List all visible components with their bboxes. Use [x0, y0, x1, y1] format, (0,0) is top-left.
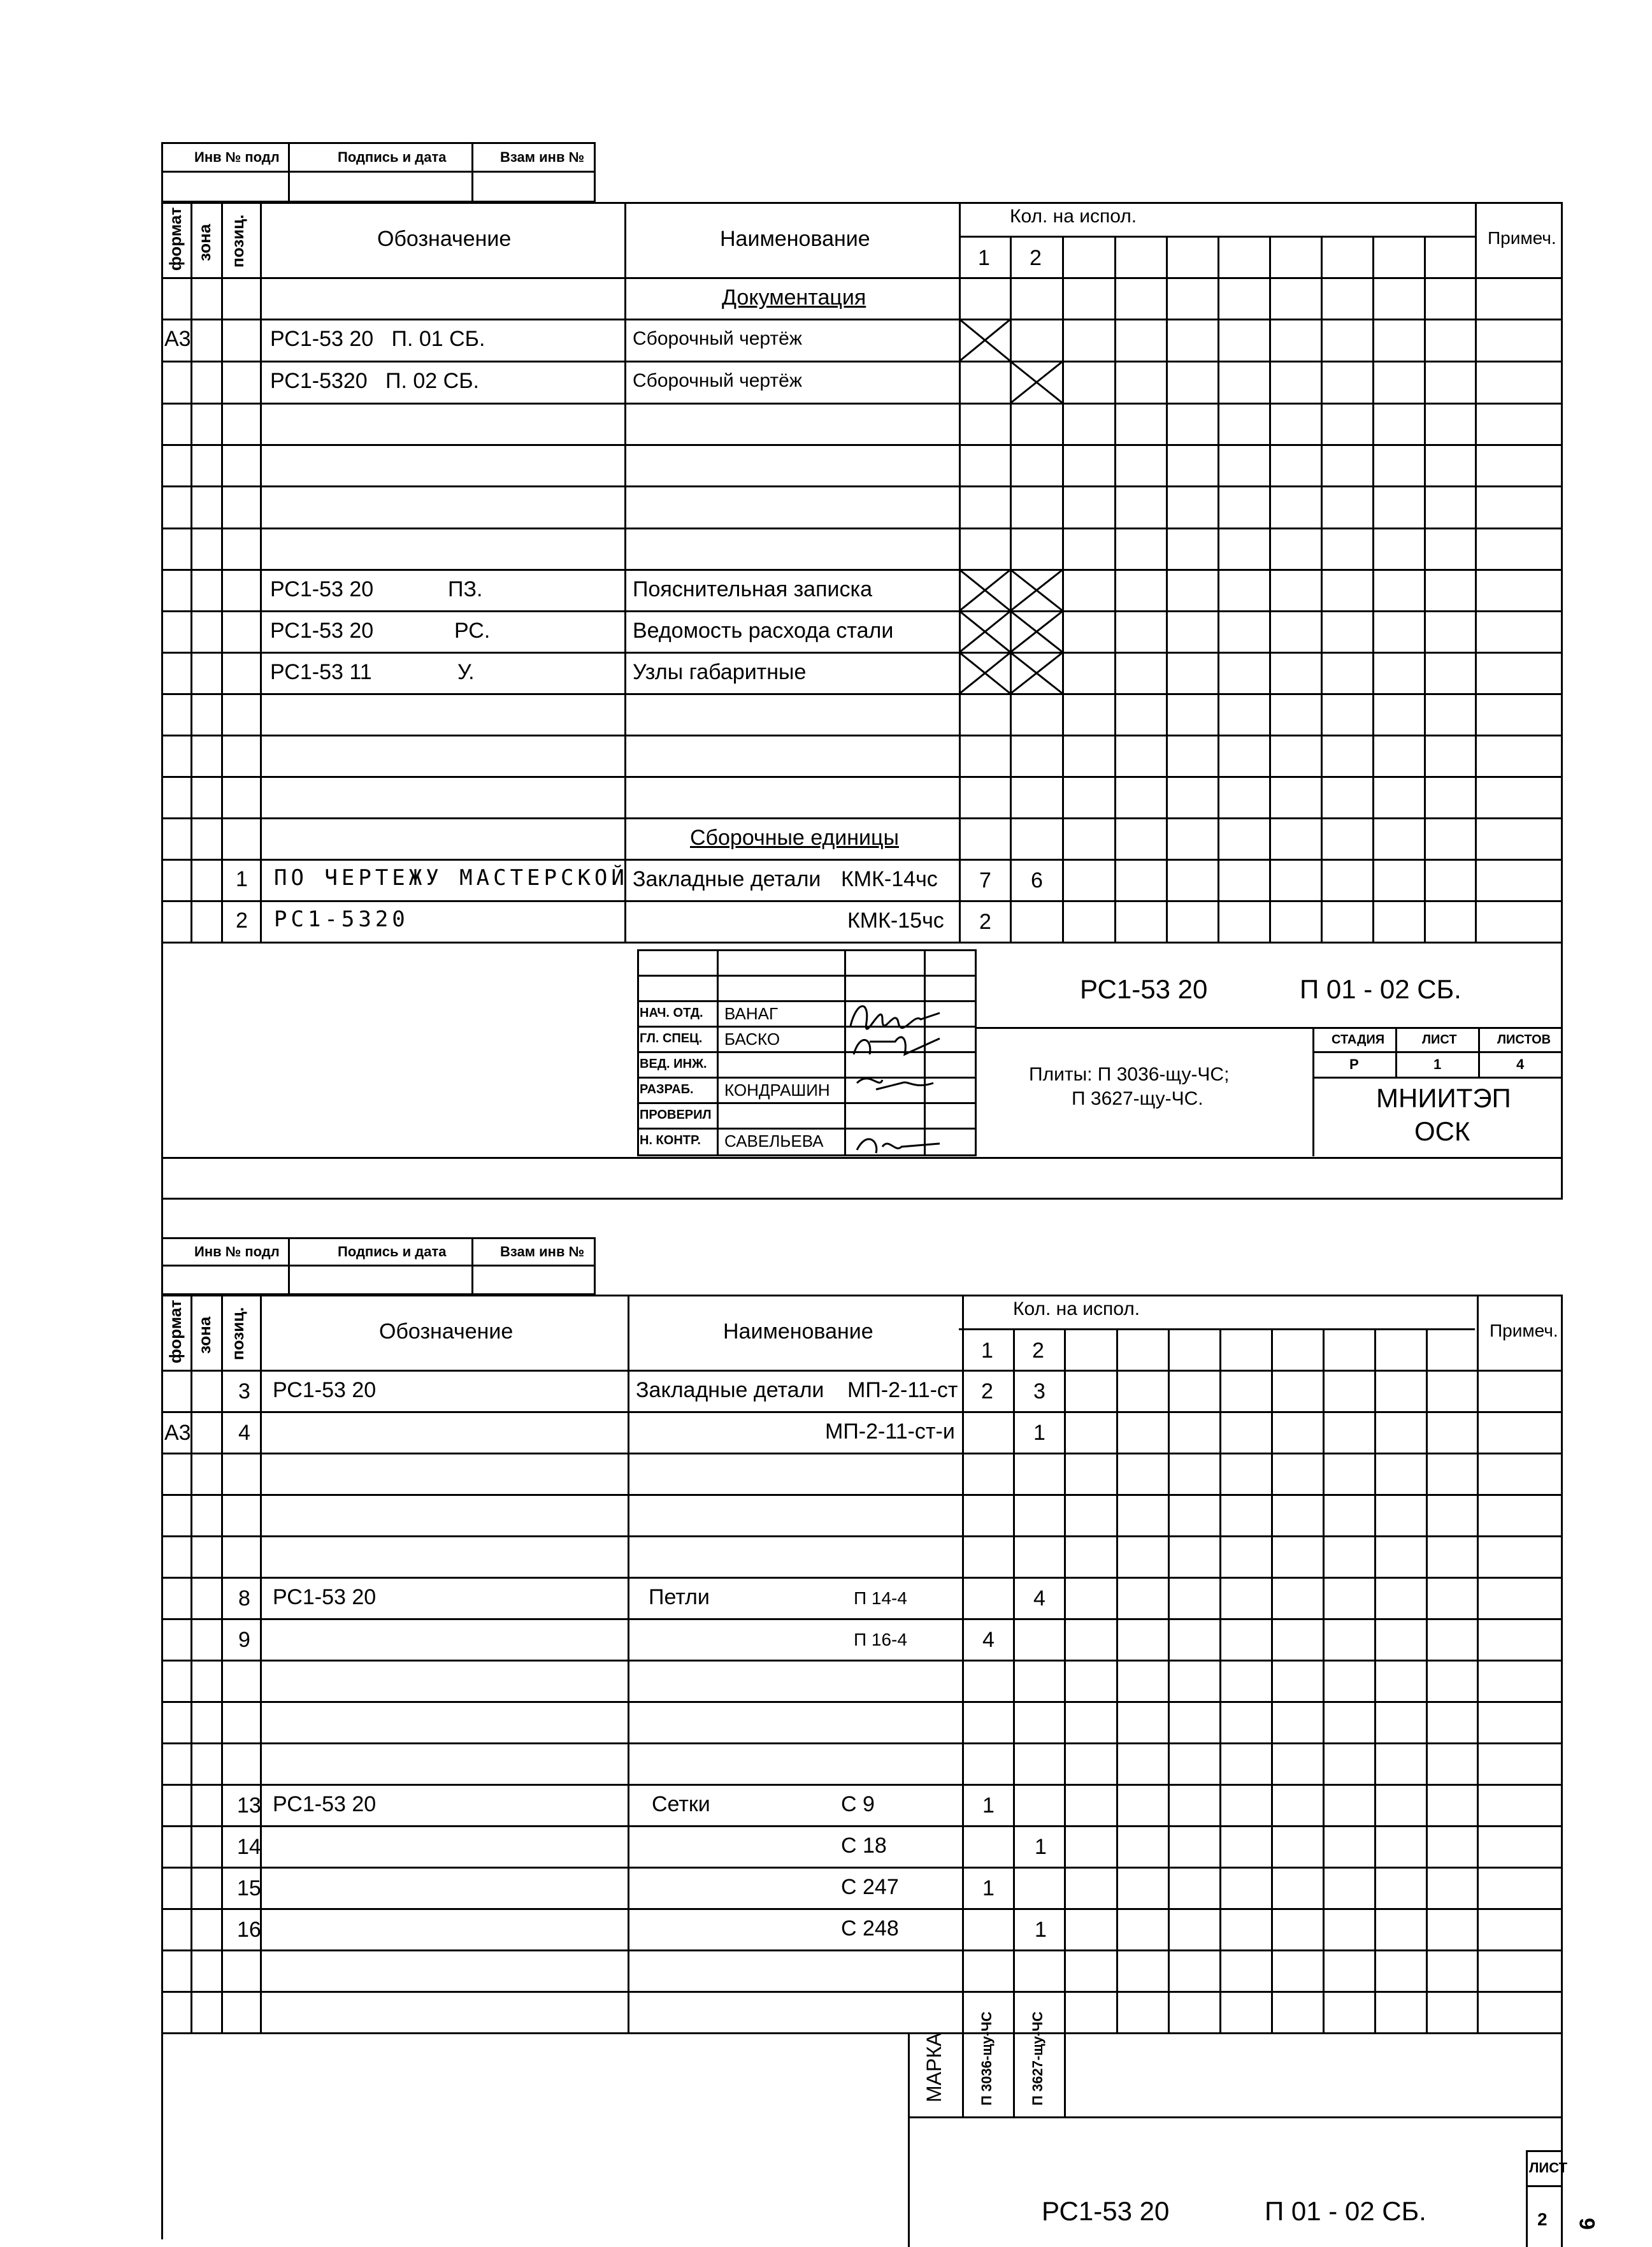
cross-mark	[959, 319, 1011, 362]
footer-sheet-label: ЛИСТ	[1529, 2160, 1568, 2176]
title-line2: П 3627-щу-ЧС.	[1072, 1088, 1203, 1109]
cross-mark	[1010, 361, 1063, 404]
sheets-value: 4	[1516, 1056, 1525, 1072]
row-pos: 8	[238, 1586, 250, 1611]
row-mark: П 14-4	[854, 1588, 907, 1608]
title-code2: П 01 - 02 СБ.	[1300, 974, 1462, 1004]
footer-code: РС1-53 20	[1042, 2196, 1170, 2226]
col-qty1-header: 1	[978, 246, 990, 270]
row-mark: П 16-4	[854, 1630, 907, 1649]
row-format: А3	[164, 1421, 191, 1445]
row2-designation: РС1-5320 П. 02 СБ.	[270, 369, 479, 393]
row-designation: РС1-53 20	[273, 1792, 377, 1816]
vzam-inv-label: Взам инв №	[500, 149, 585, 165]
marka-1: П 3036-щу-ЧС	[979, 2011, 995, 2106]
col-format-header-2: формат	[166, 1300, 185, 1363]
row-q2: 3	[1033, 1379, 1045, 1403]
row-mark: С 18	[841, 1834, 887, 1858]
row-mark: МП-2-11-ст-и	[825, 1419, 955, 1444]
row-designation: РС1-53 20	[273, 1585, 377, 1609]
row-pos: 4	[238, 1421, 250, 1445]
unit2-mark: КМК-15чс	[847, 908, 944, 933]
unit1-q2: 6	[1031, 868, 1043, 893]
col-name-header-2: Наименование	[723, 1319, 873, 1344]
row5-code: У.	[457, 660, 475, 684]
row-name: Сетки	[652, 1792, 710, 1816]
row-mark: С 248	[841, 1916, 899, 1941]
row-pos: 14	[237, 1835, 261, 1859]
role-3: РАЗРАБ.	[640, 1082, 694, 1096]
row1-format: А3	[164, 327, 191, 351]
org-dept: ОСК	[1414, 1116, 1470, 1146]
stage-value: Р	[1349, 1056, 1359, 1072]
row-q2: 1	[1035, 1835, 1047, 1859]
row-pos: 15	[237, 1876, 261, 1900]
footer-sheet-value: 2	[1537, 2209, 1548, 2229]
row-q2: 1	[1035, 1918, 1047, 1942]
col-qty-header: Кол. на испол.	[1010, 206, 1137, 227]
row-q1: 2	[981, 1379, 993, 1403]
row-mark: МП-2-11-ст	[847, 1378, 958, 1402]
row-q1: 1	[982, 1793, 995, 1818]
name-5: САВЕЛЬЕВА	[724, 1131, 824, 1151]
name-0: ВАНАГ	[724, 1004, 779, 1023]
row-q1: 1	[982, 1876, 995, 1900]
role-2: ВЕД. ИНЖ.	[640, 1057, 707, 1071]
title-code: РС1-53 20	[1080, 974, 1208, 1004]
name-3: КОНДРАШИН	[724, 1080, 830, 1100]
col-pos-header: позиц.	[228, 214, 247, 268]
name-1: БАСКО	[724, 1030, 780, 1049]
col-qty2-header: 2	[1030, 246, 1042, 270]
col-format-header: формат	[166, 207, 185, 271]
row-mark: С 247	[841, 1875, 899, 1899]
title-line1: Плиты: П 3036-щу-ЧС;	[1029, 1064, 1230, 1085]
col-note-header-2: Примеч.	[1490, 1321, 1558, 1340]
col-zone-header-2: зона	[195, 1316, 214, 1354]
role-4: ПРОВЕРИЛ	[640, 1108, 712, 1122]
unit1-name: Закладные детали	[633, 867, 821, 891]
col-designation-header-2: Обозначение	[379, 1319, 514, 1344]
side-number: 6	[1576, 2218, 1600, 2230]
row-pos: 9	[238, 1628, 250, 1652]
role-5: Н. КОНТР.	[640, 1133, 701, 1147]
row-pos: 13	[237, 1793, 261, 1818]
sign-date-label-2: Подпись и дата	[338, 1244, 447, 1260]
section-docs: Документация	[722, 285, 866, 310]
unit1-mark: КМК-14чс	[841, 867, 938, 891]
vzam-inv-label-2: Взам инв №	[500, 1244, 585, 1260]
row-q2: 4	[1033, 1586, 1045, 1611]
sheet-value: 1	[1433, 1056, 1442, 1072]
marka-2: П 3627-щу-ЧС	[1030, 2011, 1045, 2106]
row2-name: Сборочный чертёж	[633, 370, 802, 391]
inv-no-label-2: Инв № подл	[194, 1244, 280, 1260]
inv-no-label: Инв № подл	[194, 149, 280, 165]
sign-date-label: Подпись и дата	[338, 149, 447, 165]
row1-name: Сборочный чертёж	[633, 328, 802, 349]
role-1: ГЛ. СПЕЦ.	[640, 1031, 703, 1045]
signature	[844, 994, 946, 1159]
row-q2: 1	[1033, 1421, 1045, 1445]
org-name: МНИИТЭП	[1376, 1083, 1511, 1113]
row5-name: Узлы габаритные	[633, 660, 807, 684]
row4-designation: РС1-53 20	[270, 619, 374, 643]
section-units: Сборочные единицы	[690, 826, 899, 850]
row4-code: РС.	[454, 619, 491, 643]
sheets-label: ЛИСТОВ	[1497, 1033, 1551, 1047]
unit2-pos: 2	[236, 908, 248, 933]
row-pos: 16	[237, 1918, 261, 1942]
col-qty-header-2: Кол. на испол.	[1013, 1298, 1140, 1319]
unit1-q1: 7	[979, 868, 991, 893]
col-zone-header: зона	[195, 224, 214, 261]
cross-mark-group	[959, 569, 1063, 695]
row1-designation: РС1-53 20 П. 01 СБ.	[270, 327, 485, 351]
row5-designation: РС1-53 11	[270, 660, 372, 684]
row3-code: ПЗ.	[448, 577, 483, 601]
unit2-designation: РС1-5320	[274, 907, 409, 932]
role-0: НАЧ. ОТД.	[640, 1006, 703, 1020]
row3-designation: РС1-53 20	[270, 577, 374, 601]
row3-name: Пояснительная записка	[633, 577, 873, 601]
stage-label: СТАДИЯ	[1332, 1033, 1385, 1047]
unit2-q1: 2	[979, 910, 991, 934]
row-q1: 4	[982, 1628, 995, 1652]
col-pos-header-2: позиц.	[228, 1307, 247, 1360]
unit1-designation: ПО ЧЕРТЕЖУ МАСТЕРСКОЙ	[274, 865, 628, 891]
col-note-header: Примеч.	[1488, 228, 1556, 248]
col-designation-header: Обозначение	[377, 227, 512, 251]
unit1-pos: 1	[236, 867, 248, 891]
row-mark: С 9	[841, 1792, 875, 1816]
row-pos: 3	[238, 1379, 250, 1403]
row-designation: РС1-53 20	[273, 1378, 377, 1402]
col-qty2-header-2: 2	[1032, 1339, 1044, 1363]
marka-label: МАРКА	[923, 2032, 945, 2102]
footer-code2: П 01 - 02 СБ.	[1265, 2196, 1426, 2226]
col-name-header: Наименование	[720, 227, 870, 251]
col-qty1-header-2: 1	[981, 1339, 993, 1363]
row4-name: Ведомость расхода стали	[633, 619, 894, 643]
row-name: Петли	[649, 1585, 710, 1609]
sheet-label: ЛИСТ	[1422, 1033, 1457, 1047]
row-name: Закладные детали	[636, 1378, 824, 1402]
